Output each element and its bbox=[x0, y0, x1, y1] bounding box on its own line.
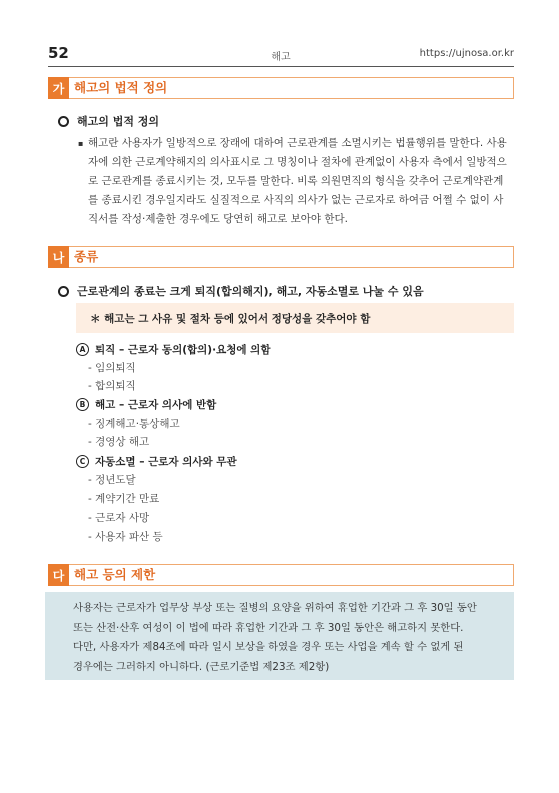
site-url: https://ujnosa.or.kr bbox=[419, 48, 514, 59]
section-badge: 나 bbox=[48, 246, 69, 268]
circle-bullet-icon bbox=[58, 286, 69, 297]
info-line: 다만, 사용자가 제84조에 따라 일시 보상을 하였을 경우 또는 사업을 계속 할 수 없게 된 bbox=[73, 641, 464, 653]
section-badge: 가 bbox=[48, 77, 69, 99]
info-line: 사용자는 근로자가 업무상 부상 또는 질병의 요양을 위하여 휴업한 기간과 그 후 30일 동안 bbox=[73, 602, 477, 614]
bullet-heading-types: 근로관계의 종료는 크게 퇴직(합의해지), 해고, 자동소멸로 나눌 수 있음 bbox=[58, 283, 424, 299]
list-item: - 근로자 사망 bbox=[88, 512, 150, 524]
list-item: - 징계해고·통상해고 bbox=[88, 418, 180, 430]
circled-letter-c-icon: C bbox=[76, 455, 89, 468]
list-item: - 경영상 해고 bbox=[88, 436, 150, 448]
restriction-info-box bbox=[45, 592, 514, 680]
info-line: 또는 산전·산후 여성이 이 법에 따라 휴업한 기간과 그 후 30일 동안은 해고하지 못한다. bbox=[73, 621, 464, 634]
square-bullet-icon: ▪ bbox=[78, 139, 84, 148]
category-resignation: A 퇴직 – 근로자 동의(합의)·요청에 의함 bbox=[76, 342, 270, 357]
list-item: - 임의퇴직 bbox=[88, 362, 136, 374]
definition-paragraph: ▪ 해고란 사용자가 일방적으로 장래에 대하여 근로관계를 소멸시키는 법률행위를 말한다. 사용자에 의한 근로계약해지의 의사표시로 그 명칭이나 절차에 관계없이 사용자 측에서 일방적으로 근로관계를 종료시키는 것, 모두를 말한다. 비록 의원면직의 형식을 갖추어 근로계약관계를 종료시킨 경우일지라도 실질적으로 사직의 의사가 없는 근로자로 하여금 어쩔 수 없이 사직서를 작성·제출한 경우에도 당연히 해고로 보아야 한다. bbox=[78, 134, 508, 229]
section-title: 해고 등의 제한 bbox=[74, 567, 156, 582]
circle-bullet-icon bbox=[58, 116, 69, 127]
info-line: 경우에는 그러하지 아니하다. (근로기준법 제23조 제2항) bbox=[73, 660, 330, 673]
running-title: 해고 bbox=[271, 52, 291, 63]
page-header bbox=[48, 44, 514, 64]
page-number: 52 bbox=[48, 44, 69, 62]
list-item: - 합의퇴직 bbox=[88, 380, 136, 392]
header-rule bbox=[48, 66, 514, 67]
section-badge: 다 bbox=[48, 564, 69, 586]
section-header-restrictions bbox=[48, 564, 514, 586]
list-item: - 사용자 파산 등 bbox=[88, 531, 163, 543]
note-box bbox=[76, 303, 514, 333]
section-header-types bbox=[48, 246, 514, 268]
list-item: - 정년도달 bbox=[88, 474, 136, 486]
circled-letter-a-icon: A bbox=[76, 343, 89, 356]
section-header-definition bbox=[48, 77, 514, 99]
note-text: ＊ 해고는 그 사유 및 절차 등에 있어서 정당성을 갖추어야 함 bbox=[90, 313, 371, 325]
section-title: 종류 bbox=[74, 249, 99, 264]
bullet-heading-definition: 해고의 법적 정의 bbox=[58, 113, 159, 129]
section-title: 해고의 법적 정의 bbox=[74, 80, 168, 95]
list-item: - 계약기간 만료 bbox=[88, 493, 160, 505]
circled-letter-b-icon: B bbox=[76, 398, 89, 411]
category-auto-termination: C 자동소멸 – 근로자 의사와 무관 bbox=[76, 454, 237, 469]
category-dismissal: B 해고 – 근로자 의사에 반함 bbox=[76, 397, 216, 412]
